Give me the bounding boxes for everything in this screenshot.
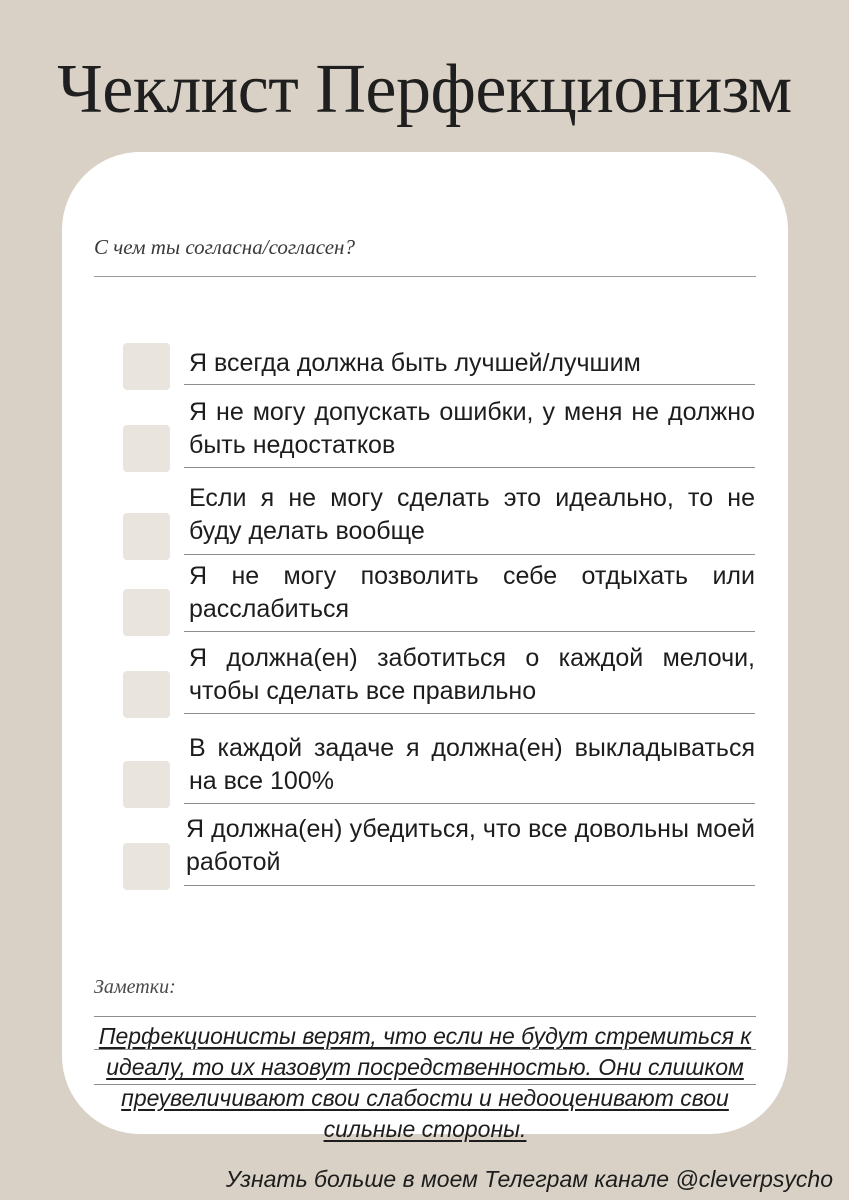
item-underline bbox=[184, 384, 755, 385]
checklist-item-label: Я должна(ен) убедиться, что все довольны моей работой bbox=[186, 815, 755, 876]
item-underline bbox=[184, 631, 755, 632]
page-title: Чеклист Перфекционизм bbox=[57, 51, 792, 128]
checkbox[interactable] bbox=[123, 513, 170, 560]
checklist-item-label: Я не могу позволить себе отдыхать или расслабиться bbox=[189, 562, 755, 623]
checklist-item-label: Я должна(ен) заботиться о каждой мелочи, чтобы сделать все правильно bbox=[189, 644, 755, 705]
item-underline bbox=[184, 467, 755, 468]
item-underline bbox=[184, 713, 755, 714]
checklist-item-label: Я не могу допускать ошибки, у меня не должно быть недостатков bbox=[189, 398, 755, 459]
checklist-item-label: В каждой задаче я должна(ен) выкладываться на все 100% bbox=[189, 734, 755, 795]
notes-text bbox=[80, 1021, 770, 1145]
notes-label: Заметки: bbox=[94, 976, 176, 998]
notes-line bbox=[94, 1016, 756, 1017]
telegram-footer-link[interactable]: Узнать больше в моем Телеграм канале @cleverpsycho bbox=[225, 1166, 833, 1192]
item-underline bbox=[184, 885, 755, 886]
question-heading: С чем ты согласна/согласен? bbox=[94, 235, 355, 259]
checkbox[interactable] bbox=[123, 761, 170, 808]
checkbox[interactable] bbox=[123, 425, 170, 472]
item-underline bbox=[184, 554, 755, 555]
checkbox[interactable] bbox=[123, 671, 170, 718]
item-underline bbox=[184, 803, 755, 804]
notes-text-content: Перфекционисты верят, что если не будут стремиться к идеалу, то их назовут посредственностью. Они слишком преувеличивают свои слабости и недооценивают свои сильные стороны. bbox=[98, 1023, 752, 1142]
checkbox[interactable] bbox=[123, 343, 170, 390]
checkbox[interactable] bbox=[123, 843, 170, 890]
checklist-item-label: Я всегда должна быть лучшей/лучшим bbox=[189, 349, 641, 377]
checkbox[interactable] bbox=[123, 589, 170, 636]
question-divider bbox=[94, 276, 756, 277]
checklist-item-label: Если я не могу сделать это идеально, то не буду делать вообще bbox=[189, 484, 755, 545]
